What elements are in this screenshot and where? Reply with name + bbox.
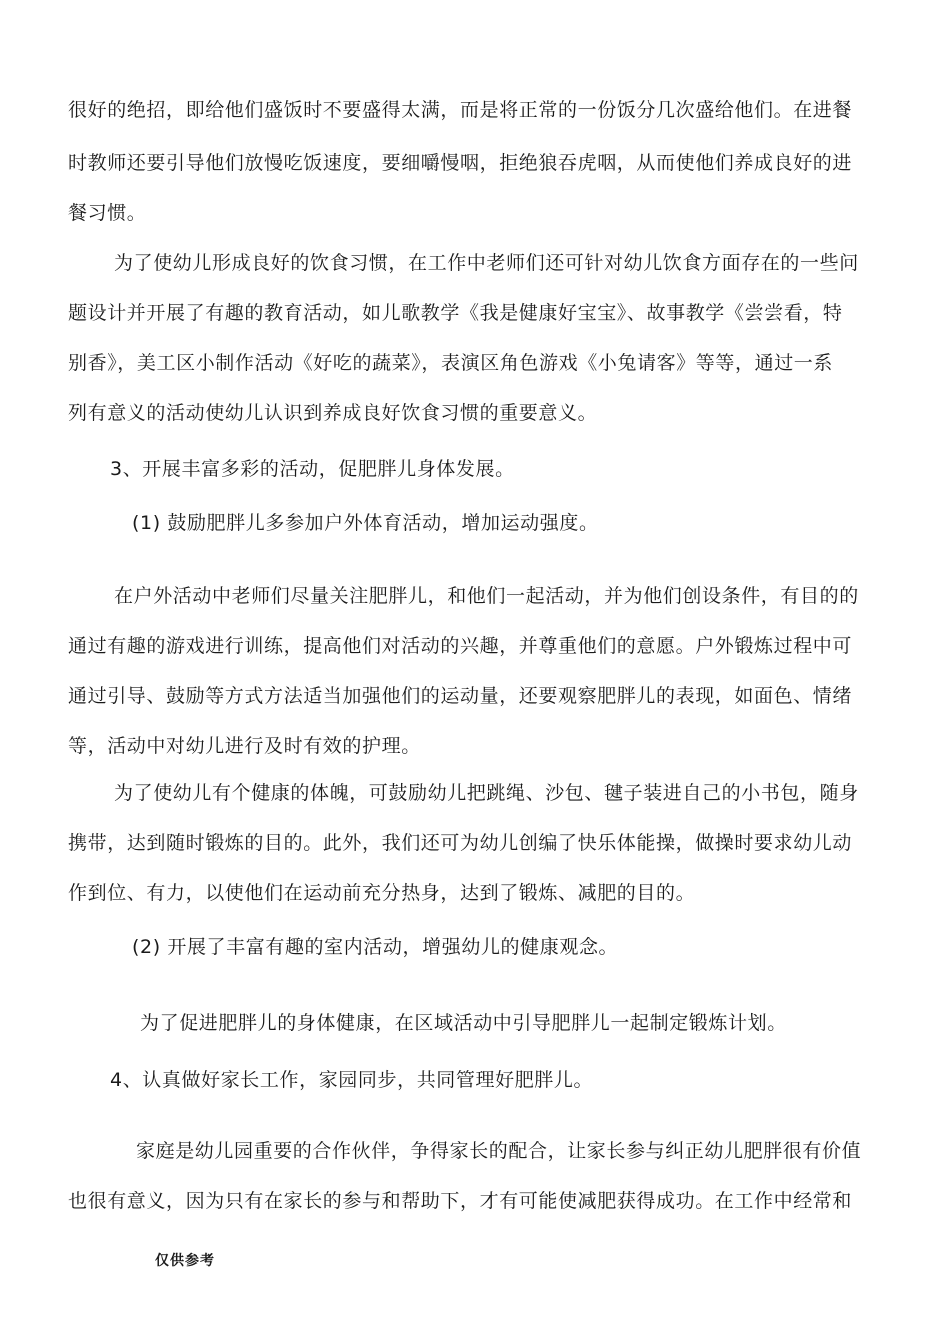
body-text-line: 时教师还要引导他们放慢吃饭速度，要细嚼慢咽，拒绝狼吞虎咽，从而使他们养成良好的进 <box>68 152 853 174</box>
body-text-line: 作到位、有力，以使他们在运动前充分热身，达到了锻炼、减肥的目的。 <box>68 882 696 904</box>
body-text-line: 题设计并开展了有趣的教育活动，如儿歌教学《我是健康好宝宝》、故事教学《尝尝看，特 <box>68 302 843 324</box>
body-text-line: 餐习惯。 <box>68 202 147 224</box>
body-text-line: 为了促进肥胖儿的身体健康，在区域活动中引导肥胖儿一起制定锻炼计划。 <box>140 1012 787 1034</box>
footer-note: 仅供参考 <box>155 1253 215 1269</box>
body-text-line: 列有意义的活动使幼儿认识到养成良好饮食习惯的重要意义。 <box>68 402 598 424</box>
body-text-line: 在户外活动中老师们尽量关注肥胖儿，和他们一起活动，并为他们创设条件，有目的的 <box>114 585 859 607</box>
section-heading-3: 3、开展丰富多彩的活动，促肥胖儿身体发展。 <box>110 458 515 480</box>
body-text-line: 等，活动中对幼儿进行及时有效的护理。 <box>68 735 421 757</box>
section-heading-4: 4、认真做好家长工作，家园同步，共同管理好肥胖儿。 <box>110 1069 594 1091</box>
body-text-line: 很好的绝招，即给他们盛饭时不要盛得太满，而是将正常的一份饭分几次盛给他们。在进餐 <box>68 99 853 121</box>
body-text-line: 家庭是幼儿园重要的合作伙伴，争得家长的配合，让家长参与纠正幼儿肥胖很有价值 <box>136 1140 862 1162</box>
body-text-line: 携带，达到随时锻炼的目的。此外，我们还可为幼儿创编了快乐体能操，做操时要求幼儿动 <box>68 832 853 854</box>
body-text-line: 为了使幼儿有个健康的体魄，可鼓励幼儿把跳绳、沙包、毽子装进自己的小书包，随身 <box>114 782 859 804</box>
subsection-heading-2: (2) 开展了丰富有趣的室内活动，增强幼儿的健康观念。 <box>132 936 619 958</box>
body-text-line: 通过有趣的游戏进行训练，提高他们对活动的兴趣，并尊重他们的意愿。户外锻炼过程中可 <box>68 635 853 657</box>
body-text-line: 别香》，美工区小制作活动《好吃的蔬菜》，表演区角色游戏《小兔请客》等等，通过一系 <box>68 352 834 374</box>
body-text-line: 也很有意义，因为只有在家长的参与和帮助下，才有可能使减肥获得成功。在工作中经常和 <box>68 1190 853 1212</box>
body-text-line: 通过引导、鼓励等方式方法适当加强他们的运动量，还要观察肥胖儿的表现，如面色、情绪 <box>68 685 853 707</box>
subsection-heading-1: (1) 鼓励肥胖儿多参加户外体育活动，增加运动强度。 <box>132 512 599 534</box>
body-text-line: 为了使幼儿形成良好的饮食习惯，在工作中老师们还可针对幼儿饮食方面存在的一些问 <box>114 252 859 274</box>
